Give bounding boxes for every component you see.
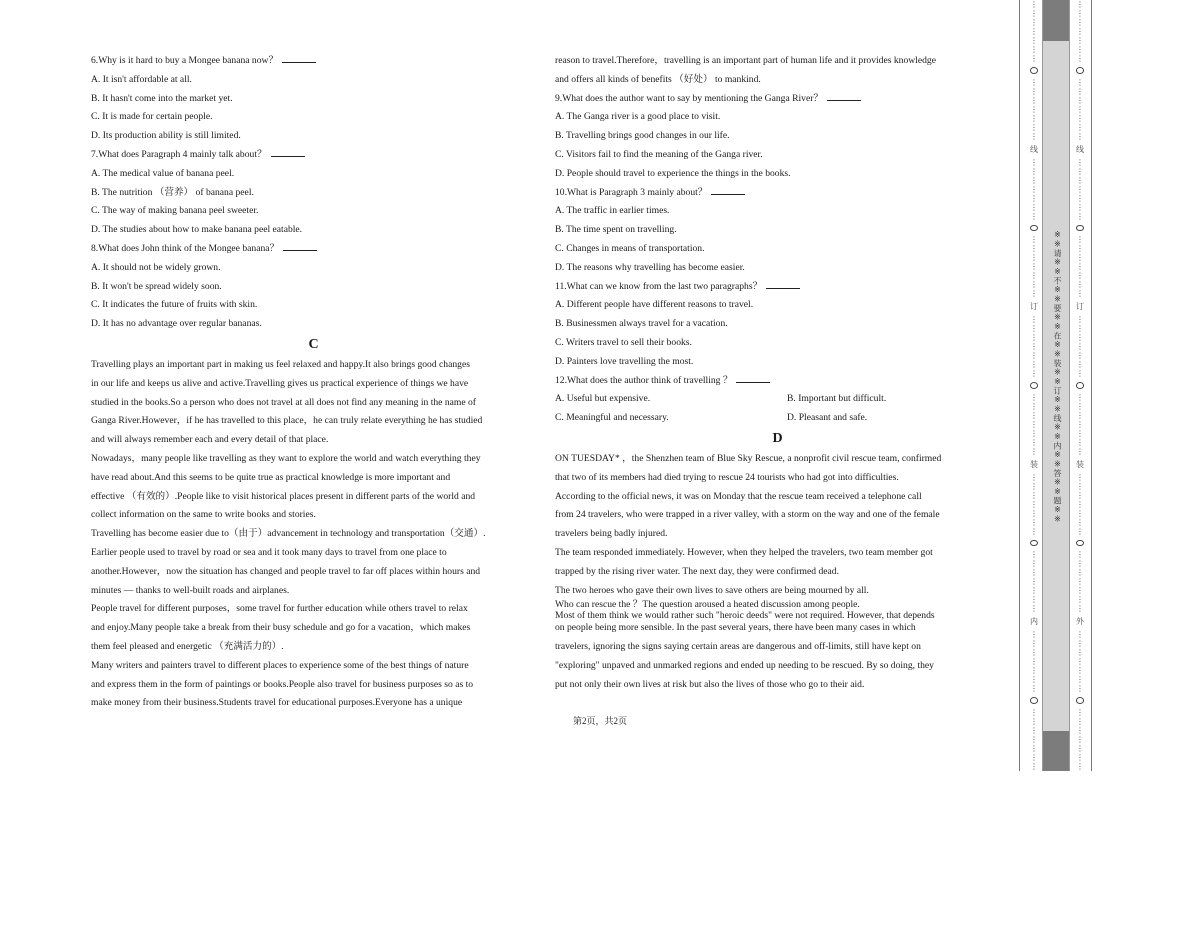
answer-blank[interactable] xyxy=(766,279,800,289)
passage-line: from 24 travelers, who were trapped in a river valley, with a storm on the way and one of the female xyxy=(555,509,940,521)
passage-line: in our life and keeps us alive and active.Travelling gives us practical experience of things we have xyxy=(91,377,469,389)
binding-dots: ⋮ xyxy=(1076,734,1084,744)
passage-line: travelers, ignoring the signs saying certain areas are dangerous and off-limits, still have kept on xyxy=(555,640,921,652)
answer-option: A. The medical value of banana peel. xyxy=(91,167,235,179)
binding-dots: ⋮ xyxy=(1076,761,1084,771)
binding-hole-circle xyxy=(1030,67,1038,74)
answer-option: C. Meaningful and necessary. xyxy=(555,412,669,424)
binding-dots: ⋮ xyxy=(1076,428,1084,438)
left-column xyxy=(91,52,536,713)
binding-dots: ⋮ xyxy=(1030,586,1038,596)
binding-dots: ⋮ xyxy=(1076,508,1084,518)
binding-dots: ⋮ xyxy=(1030,639,1038,649)
answer-option: B. Businessmen always travel for a vacation. xyxy=(555,318,728,330)
answer-option: A. The Ganga river is a good place to visit. xyxy=(555,111,721,123)
binding-dots: ⋮ xyxy=(1076,743,1084,753)
answer-option: D. Pleasant and safe. xyxy=(787,412,868,424)
binding-dots: ⋮ xyxy=(1076,271,1084,281)
binding-dots: ⋮ xyxy=(1076,707,1084,717)
passage-line: Nowadays，many people like travelling as they want to explore the world and watch everything they xyxy=(91,452,481,464)
binding-dots: ⋮ xyxy=(1030,657,1038,667)
binding-dots: ⋮ xyxy=(1030,280,1038,290)
binding-dots: ⋮ xyxy=(1030,595,1038,605)
binding-dots: ⋮ xyxy=(1030,18,1038,27)
binding-dots: ⋮ xyxy=(1076,716,1084,726)
answer-blank[interactable] xyxy=(827,91,861,101)
binding-dots: ⋮ xyxy=(1076,410,1084,420)
binding-warning-text: ※※请※※不※※要※※在※※装※※订※※线※※内※※答※※题※※ xyxy=(1053,230,1062,524)
binding-dot-column-right xyxy=(1072,0,1088,771)
passage-line: have read about.And this seems to be quite true as practical knowledge is more important and xyxy=(91,471,451,483)
binding-label: 装 xyxy=(1030,459,1038,469)
answer-option: A. It isn't affordable at all. xyxy=(91,73,192,85)
binding-dots: ⋮ xyxy=(1076,77,1084,87)
passage-line: and offers all kinds of benefits （好处） to mankind. xyxy=(555,73,761,85)
binding-dots: ⋮ xyxy=(1076,604,1084,614)
binding-dots: ⋮ xyxy=(1076,289,1084,299)
binding-dots: ⋮ xyxy=(1030,235,1038,245)
binding-dots: ⋮ xyxy=(1030,734,1038,744)
answer-option: D. Its production ability is still limited. xyxy=(91,130,241,142)
answer-option: B. The time spent on travelling. xyxy=(555,224,677,236)
binding-hole-circle xyxy=(1030,225,1038,232)
answer-option: A. It should not be widely grown. xyxy=(91,261,221,273)
binding-dots: ⋮ xyxy=(1076,360,1084,370)
section-heading-d: D xyxy=(772,430,783,446)
passage-line: travelers being badly injured. xyxy=(555,528,668,540)
passage-line: and enjoy.Many people take a break from their busy schedule and go for a vacation，which makes xyxy=(91,622,471,634)
binding-dots: ⋮ xyxy=(1076,86,1084,96)
right-column xyxy=(555,52,1000,694)
binding-dots: ⋮ xyxy=(1030,675,1038,685)
binding-dots: ⋮ xyxy=(1030,761,1038,771)
binding-line-outer xyxy=(1019,0,1020,771)
passage-line: Many writers and painters travel to different places to experience some of the best things of nature xyxy=(91,659,469,671)
binding-hole-circle xyxy=(1076,225,1084,232)
binding-dots: ⋮ xyxy=(1076,559,1084,569)
binding-dots: ⋮ xyxy=(1030,428,1038,438)
binding-dots: ⋮ xyxy=(1030,315,1038,325)
binding-dots: ⋮ xyxy=(1076,244,1084,254)
passage-line: make money from their business.Students travel for educational purposes.Everyone has a unique xyxy=(91,697,463,709)
binding-dots: ⋮ xyxy=(1030,707,1038,717)
binding-dots: ⋮ xyxy=(1076,45,1084,54)
binding-dots: ⋮ xyxy=(1076,0,1084,9)
answer-option: A. Different people have different reasons to travel. xyxy=(555,299,754,311)
binding-dots: ⋮ xyxy=(1030,184,1038,194)
binding-dots: ⋮ xyxy=(1076,262,1084,272)
binding-dots: ⋮ xyxy=(1030,604,1038,614)
passage-line: The team responded immediately. However, when they helped the travelers, two team member got xyxy=(555,546,933,558)
binding-dots: ⋮ xyxy=(1030,45,1038,54)
passage-line: put not only their own lives at risk but also the lives of those who go to their aid. xyxy=(555,678,865,690)
binding-dots: ⋮ xyxy=(1030,193,1038,203)
answer-option: B. The nutrition （营养） of banana peel. xyxy=(91,186,254,198)
binding-dots: ⋮ xyxy=(1030,508,1038,518)
binding-hole-circle xyxy=(1076,67,1084,74)
question-stem: 12.What does the author think of travelling ？ xyxy=(555,372,1000,391)
answer-option: C. It is made for certain people. xyxy=(91,111,213,123)
binding-dots: ⋮ xyxy=(1076,437,1084,447)
passage-line: Travelling plays an important part in making us feel relaxed and happy.It also brings good changes xyxy=(91,358,470,370)
binding-dots: ⋮ xyxy=(1030,342,1038,352)
binding-dots: ⋮ xyxy=(1076,490,1084,500)
passage-line: Most of them think we would rather such "heroic deeds" were not required. However, that depends xyxy=(555,610,935,622)
answer-option: C. Changes in means of transportation. xyxy=(555,242,705,254)
passage-line: Ganga River.However，if he has travelled to this place，he can truly relate everything he has studied xyxy=(91,415,483,427)
binding-hole-circle xyxy=(1030,382,1038,389)
binding-dots: ⋮ xyxy=(1076,27,1084,36)
binding-dots: ⋮ xyxy=(1030,568,1038,578)
passage-line: ON TUESDAY* ，the Shenzhen team of Blue Sky Rescue, a nonprofit civil rescue team, confirmed xyxy=(555,452,942,464)
binding-dots: ⋮ xyxy=(1076,517,1084,527)
binding-dots: ⋮ xyxy=(1030,752,1038,762)
binding-dots: ⋮ xyxy=(1076,113,1084,123)
binding-dots: ⋮ xyxy=(1030,324,1038,334)
binding-dots: ⋮ xyxy=(1030,0,1038,9)
binding-dot-column-left xyxy=(1026,0,1042,771)
binding-dots: ⋮ xyxy=(1030,490,1038,500)
binding-dots: ⋮ xyxy=(1076,568,1084,578)
binding-dots: ⋮ xyxy=(1076,104,1084,114)
binding-dots: ⋮ xyxy=(1030,211,1038,221)
binding-dots: ⋮ xyxy=(1076,54,1084,63)
passage-line: minutes — thanks to well-built roads and airplanes. xyxy=(91,584,290,596)
passage-line: effective （有效的）.People like to visit historical places present in different parts of the world and xyxy=(91,490,476,502)
question-stem: 7.What does Paragraph 4 mainly talk about？ xyxy=(91,146,536,165)
passage-line: According to the official news, it was on Monday that the rescue team received a telephone call xyxy=(555,490,922,502)
binding-dots: ⋮ xyxy=(1030,244,1038,254)
binding-hole-circle xyxy=(1030,540,1038,547)
passage-line: Who can rescue the ？The question aroused a heated discussion among people. xyxy=(555,599,860,611)
binding-label: 线 xyxy=(1030,144,1038,154)
binding-dots: ⋮ xyxy=(1076,18,1084,27)
binding-gray-cap-bottom xyxy=(1043,731,1069,771)
binding-dots: ⋮ xyxy=(1076,175,1084,185)
binding-dots: ⋮ xyxy=(1076,342,1084,352)
binding-dots: ⋮ xyxy=(1030,481,1038,491)
binding-dots: ⋮ xyxy=(1076,595,1084,605)
binding-dots: ⋮ xyxy=(1030,9,1038,18)
answer-option: B. Travelling brings good changes in our life. xyxy=(555,130,730,142)
binding-dots: ⋮ xyxy=(1030,36,1038,45)
binding-dots: ⋮ xyxy=(1030,401,1038,411)
binding-dots: ⋮ xyxy=(1030,166,1038,176)
answer-option: D. It has no advantage over regular bananas. xyxy=(91,318,262,330)
answer-blank[interactable] xyxy=(711,185,745,195)
binding-dots: ⋮ xyxy=(1030,202,1038,212)
binding-dots: ⋮ xyxy=(1076,9,1084,18)
passage-line: another.However，now the situation has changed and people travel to far off places within hours and xyxy=(91,565,481,577)
binding-dots: ⋮ xyxy=(1030,517,1038,527)
binding-dots: ⋮ xyxy=(1030,113,1038,123)
binding-dots: ⋮ xyxy=(1030,684,1038,694)
answer-option: B. It won't be spread widely soon. xyxy=(91,280,222,292)
passage-line: "exploring" unpaved and unmarked regions and ended up needing to be rescued. By so doing, they xyxy=(555,659,934,671)
answer-blank[interactable] xyxy=(283,241,317,251)
binding-dots: ⋮ xyxy=(1030,333,1038,343)
binding-dots: ⋮ xyxy=(1076,280,1084,290)
question-stem: 10.What is Paragraph 3 mainly about？ xyxy=(555,184,1000,203)
binding-dots: ⋮ xyxy=(1076,392,1084,402)
passage-line: and express them in the form of paintings or books.People also travel for business purposes so as to xyxy=(91,678,474,690)
answer-option: D. Painters love travelling the most. xyxy=(555,355,694,367)
answer-option: A. The traffic in earlier times. xyxy=(555,205,670,217)
binding-dots: ⋮ xyxy=(1076,499,1084,509)
binding-dots: ⋮ xyxy=(1076,752,1084,762)
binding-dots: ⋮ xyxy=(1076,166,1084,176)
answer-option: C. It indicates the future of fruits with skin. xyxy=(91,299,258,311)
binding-dots: ⋮ xyxy=(1030,743,1038,753)
binding-label: 线 xyxy=(1076,144,1084,154)
binding-dots: ⋮ xyxy=(1076,122,1084,132)
binding-line-inner xyxy=(1091,0,1092,771)
binding-hole-circle xyxy=(1076,697,1084,704)
binding-dots: ⋮ xyxy=(1030,725,1038,735)
binding-dots: ⋮ xyxy=(1030,262,1038,272)
binding-dots: ⋮ xyxy=(1076,684,1084,694)
binding-dots: ⋮ xyxy=(1076,675,1084,685)
binding-dots: ⋮ xyxy=(1030,369,1038,379)
question-stem: 6.Why is it hard to buy a Mongee banana now？ xyxy=(91,52,536,71)
binding-dots: ⋮ xyxy=(1030,104,1038,114)
passage-line: collect information on the same to write books and stories. xyxy=(91,509,316,521)
answer-option: D. The studies about how to make banana peel eatable. xyxy=(91,224,303,236)
binding-dots: ⋮ xyxy=(1076,725,1084,735)
binding-dots: ⋮ xyxy=(1030,131,1038,141)
binding-dots: ⋮ xyxy=(1030,122,1038,132)
answer-option: C. Writers travel to sell their books. xyxy=(555,336,692,348)
binding-label: 订 xyxy=(1076,302,1084,312)
section-heading-c: C xyxy=(308,336,319,352)
passage-line: studied in the books.So a person who does not travel at all does not find any meaning in the name of xyxy=(91,396,477,408)
question-stem: 8.What does John think of the Mongee banana？ xyxy=(91,240,536,259)
passage-line: Earlier people used to travel by road or sea and it took many days to travel from one place to xyxy=(91,546,447,558)
passage-line: that two of its members had died trying to rescue 24 tourists who had got into difficulties. xyxy=(555,471,899,483)
binding-dots: ⋮ xyxy=(1030,253,1038,263)
page-footer: 第2页，共2页 xyxy=(572,716,627,726)
answer-blank[interactable] xyxy=(282,53,316,63)
binding-dots: ⋮ xyxy=(1030,666,1038,676)
binding-dots: ⋮ xyxy=(1076,526,1084,536)
answer-option-row xyxy=(555,409,1000,428)
answer-blank[interactable] xyxy=(271,147,305,157)
binding-dots: ⋮ xyxy=(1076,315,1084,325)
binding-dots: ⋮ xyxy=(1030,271,1038,281)
binding-dots: ⋮ xyxy=(1076,666,1084,676)
binding-dots: ⋮ xyxy=(1076,131,1084,141)
binding-dots: ⋮ xyxy=(1076,95,1084,105)
answer-option: B. Important but difficult. xyxy=(787,393,887,405)
answer-option: D. The reasons why travelling has become easier. xyxy=(555,261,745,273)
binding-gray-bar xyxy=(1042,0,1070,771)
binding-dots: ⋮ xyxy=(1030,419,1038,429)
binding-dots: ⋮ xyxy=(1030,446,1038,456)
binding-dots: ⋮ xyxy=(1030,95,1038,105)
binding-dots: ⋮ xyxy=(1076,639,1084,649)
binding-dots: ⋮ xyxy=(1030,54,1038,63)
binding-dots: ⋮ xyxy=(1076,369,1084,379)
binding-dots: ⋮ xyxy=(1030,157,1038,167)
binding-dots: ⋮ xyxy=(1030,289,1038,299)
binding-label: 装 xyxy=(1076,459,1084,469)
binding-dots: ⋮ xyxy=(1030,472,1038,482)
binding-dots: ⋮ xyxy=(1076,401,1084,411)
binding-dots: ⋮ xyxy=(1030,360,1038,370)
binding-dots: ⋮ xyxy=(1030,499,1038,509)
binding-gray-cap-top xyxy=(1043,0,1069,41)
binding-dots: ⋮ xyxy=(1030,410,1038,420)
binding-label: 外 xyxy=(1076,617,1084,627)
binding-dots: ⋮ xyxy=(1076,419,1084,429)
binding-dots: ⋮ xyxy=(1030,351,1038,361)
binding-dots: ⋮ xyxy=(1030,716,1038,726)
answer-option-row xyxy=(555,390,1000,409)
binding-dots: ⋮ xyxy=(1076,630,1084,640)
binding-dots: ⋮ xyxy=(1076,324,1084,334)
binding-hole-circle xyxy=(1076,540,1084,547)
binding-dots: ⋮ xyxy=(1030,392,1038,402)
passage-line: and will always remember each and every detail of that place. xyxy=(91,434,329,446)
binding-dots: ⋮ xyxy=(1030,526,1038,536)
passage-line: them feel pleased and energetic （充满活力的）. xyxy=(91,640,284,652)
binding-dots: ⋮ xyxy=(1076,157,1084,167)
binding-dots: ⋮ xyxy=(1030,577,1038,587)
binding-dots: ⋮ xyxy=(1030,27,1038,36)
answer-option: D. People should travel to experience the things in the books. xyxy=(555,167,791,179)
question-stem: 11.What can we know from the last two paragraphs？ xyxy=(555,278,1000,297)
answer-option: B. It hasn't come into the market yet. xyxy=(91,92,233,104)
binding-dots: ⋮ xyxy=(1076,351,1084,361)
passage-line: on people being more sensible. In the past several years, there have been many cases in which xyxy=(555,622,916,634)
binding-dots: ⋮ xyxy=(1076,446,1084,456)
overlapping-lines xyxy=(555,599,1000,622)
question-stem: 9.What does the author want to say by mentioning the Ganga River？ xyxy=(555,90,1000,109)
binding-dots: ⋮ xyxy=(1076,193,1084,203)
binding-dots: ⋮ xyxy=(1030,77,1038,87)
binding-dots: ⋮ xyxy=(1076,202,1084,212)
passage-line: trapped by the rising river water. The next day, they were confirmed dead. xyxy=(555,565,839,577)
passage-line: Travelling has become easier due to（由于）advancement in technology and transportation（交通）. xyxy=(91,528,486,540)
binding-dots: ⋮ xyxy=(1076,36,1084,45)
passage-line: The two heroes who gave their own lives to save others are being mourned by all. xyxy=(555,584,869,596)
binding-dots: ⋮ xyxy=(1076,253,1084,263)
binding-dots: ⋮ xyxy=(1076,184,1084,194)
binding-dots: ⋮ xyxy=(1076,481,1084,491)
binding-label: 内 xyxy=(1030,617,1038,627)
binding-label: 订 xyxy=(1030,302,1038,312)
binding-dots: ⋮ xyxy=(1076,235,1084,245)
answer-blank[interactable] xyxy=(736,373,770,383)
binding-dots: ⋮ xyxy=(1076,648,1084,658)
binding-dots: ⋮ xyxy=(1030,175,1038,185)
binding-dots: ⋮ xyxy=(1076,657,1084,667)
binding-dots: ⋮ xyxy=(1076,333,1084,343)
binding-dots: ⋮ xyxy=(1076,550,1084,560)
answer-option: C. Visitors fail to find the meaning of the Ganga river. xyxy=(555,148,763,160)
passage-line: reason to travel.Therefore，travelling is an important part of human life and it provides knowledge xyxy=(555,55,936,66)
binding-hole-circle xyxy=(1076,382,1084,389)
binding-dots: ⋮ xyxy=(1076,577,1084,587)
binding-dots: ⋮ xyxy=(1030,437,1038,447)
binding-dots: ⋮ xyxy=(1076,211,1084,221)
binding-dots: ⋮ xyxy=(1076,472,1084,482)
answer-option: C. The way of making banana peel sweeter. xyxy=(91,205,259,217)
binding-dots: ⋮ xyxy=(1030,550,1038,560)
binding-hole-circle xyxy=(1030,697,1038,704)
passage-line: People travel for different purposes，some travel for further education while others travel to relax xyxy=(91,603,468,615)
binding-dots: ⋮ xyxy=(1030,86,1038,96)
binding-dots: ⋮ xyxy=(1030,630,1038,640)
answer-option: A. Useful but expensive. xyxy=(555,393,651,405)
binding-dots: ⋮ xyxy=(1030,648,1038,658)
binding-dots: ⋮ xyxy=(1076,586,1084,596)
binding-dots: ⋮ xyxy=(1030,559,1038,569)
